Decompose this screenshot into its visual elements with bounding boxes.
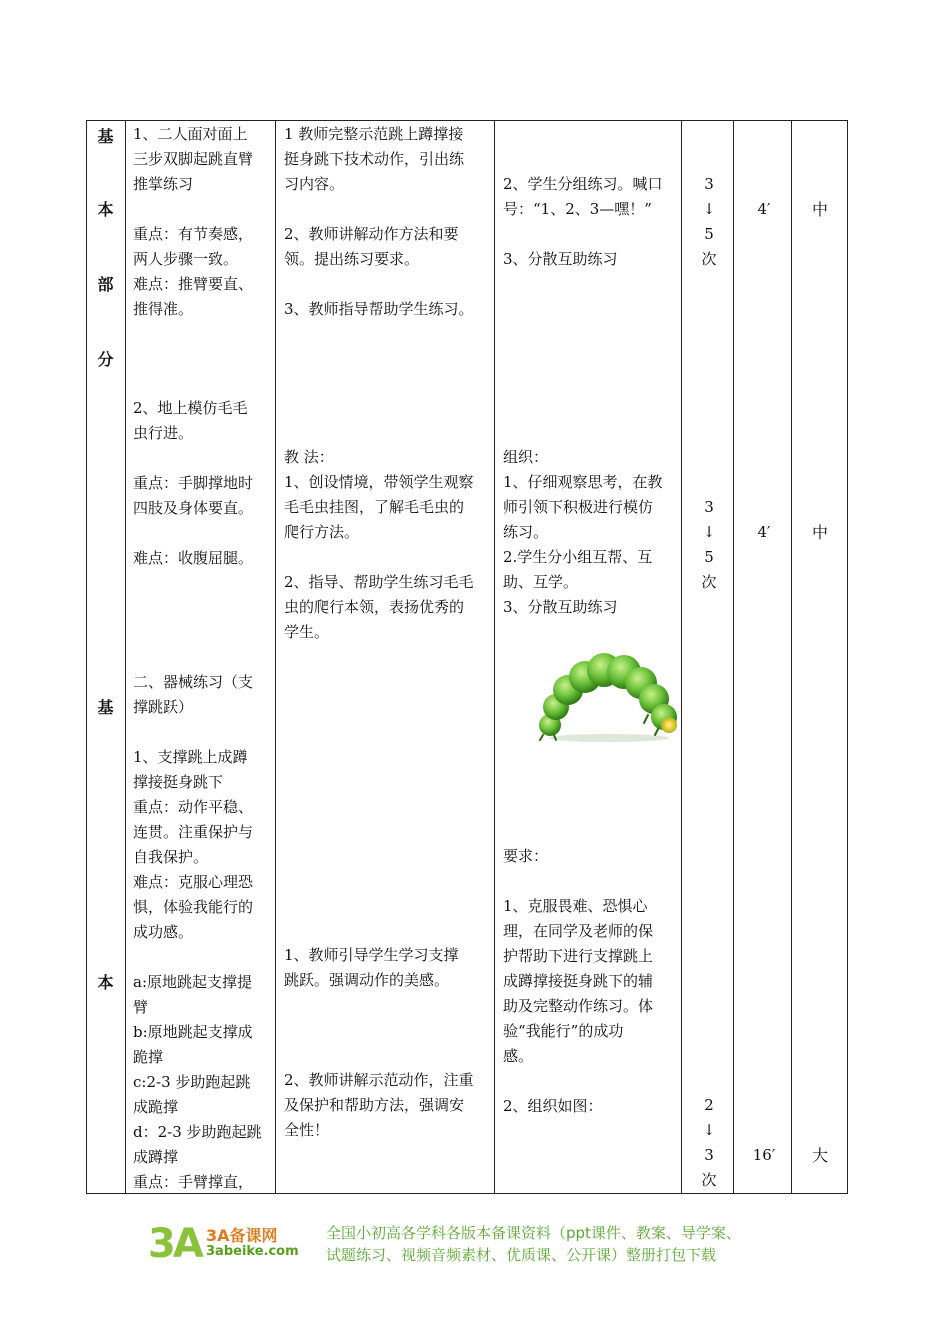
text-line: 撑接挺身跳下	[133, 773, 224, 791]
side-label-2: 本	[97, 200, 114, 219]
time-value-3: 16′	[752, 1146, 776, 1164]
text-line: 1、仔细观察思考，在教	[503, 473, 663, 491]
time-column	[734, 121, 792, 1194]
text-line: 及保护和帮助方法，强调安	[284, 1096, 465, 1114]
text-line: 3、分散互助练习	[503, 598, 618, 616]
time-value-2: 4′	[757, 523, 771, 541]
footer-description	[326, 1222, 741, 1266]
text-line: 二、器械练习（支	[133, 673, 254, 691]
text-line: c:2-3 步助跑起跳	[133, 1073, 251, 1091]
text-line: 全性！	[284, 1121, 330, 1139]
side-label-4: 分	[97, 350, 114, 369]
text-line: 推得准。	[133, 300, 194, 318]
reps-value: 5	[704, 225, 714, 243]
text-line: 1、克服畏难、恐惧心	[503, 897, 648, 915]
text-line: 虫行进。	[133, 424, 194, 442]
text-line: 两人步骤一致。	[133, 250, 239, 268]
text-line: 理，在同学及老师的保	[503, 922, 654, 940]
text-line: 四肢及身体要直。	[133, 499, 254, 517]
footer-line-2: 试题练习、视频音频素材、优质课、公开课）整册打包下载	[326, 1246, 717, 1264]
time-value-1: 4′	[757, 200, 771, 218]
text-line: 爬行方法。	[284, 523, 360, 541]
text-line: 1、创设情境，带领学生观察	[284, 473, 474, 491]
text-line	[284, 545, 494, 570]
student-block-3	[503, 844, 683, 1119]
text-line: 2.学生分小组互帮、互	[503, 548, 653, 566]
text-line: 3、分散互助练习	[503, 250, 618, 268]
text-line: 3、教师指导帮助学生练习。	[284, 300, 474, 318]
text-line: 重点：手臂撑直，	[133, 1173, 254, 1191]
text-line: 学生。	[284, 623, 330, 641]
text-line	[133, 945, 278, 970]
text-line: 2、地上模仿毛毛	[133, 399, 248, 417]
text-line: 感。	[503, 1047, 534, 1065]
reps-block-1	[683, 172, 735, 272]
content-block-2	[133, 396, 278, 571]
text-line: 难点：推臂要直、	[133, 275, 254, 293]
text-line: 自我保护。	[133, 848, 209, 866]
text-line: 难点：克服心理恐	[133, 873, 254, 891]
text-line: 1、二人面对面上	[133, 125, 248, 143]
side-label-6: 本	[97, 973, 114, 992]
text-line: 成蹲撑接挺身跳下的辅	[503, 972, 654, 990]
text-line: b:原地跳起支撑成	[133, 1023, 253, 1041]
text-line: 助、互学。	[503, 573, 579, 591]
down-arrow-icon: ↓	[702, 200, 716, 218]
logo-url: 3abeike.com	[206, 1244, 299, 1259]
side-label-5: 基	[97, 698, 114, 717]
intensity-value-1: 中	[811, 200, 828, 219]
intensity-value-2: 中	[811, 523, 828, 542]
text-line: 护帮助下进行支撑跳上	[503, 947, 654, 965]
text-line: a:原地跳起支撑提	[133, 973, 252, 991]
text-line: 教 法：	[284, 448, 334, 466]
text-line	[503, 1069, 683, 1094]
text-line: d：2-3 步助跑起跳	[133, 1123, 262, 1141]
text-line: 1、支撑跳上成蹲	[133, 748, 248, 766]
reps-value: 2	[704, 1096, 714, 1114]
text-line: 惧，体验我能行的	[133, 898, 254, 916]
text-line: 重点：动作平稳、	[133, 798, 254, 816]
intensity-column	[792, 121, 848, 1194]
teacher-block-2	[284, 445, 494, 645]
text-line	[284, 1043, 494, 1068]
down-arrow-icon: ↓	[702, 1121, 716, 1139]
text-line: 2、教师讲解动作方法和要	[284, 225, 459, 243]
text-line	[133, 197, 278, 222]
text-line: 三步双脚起跳直臂	[133, 150, 254, 168]
teacher-block-1	[284, 122, 494, 322]
caterpillar-image	[538, 645, 680, 743]
text-line: 跳跃。强调动作的美感。	[284, 971, 450, 989]
text-line: 撑跳跃）	[133, 698, 194, 716]
text-line: 推掌练习	[133, 175, 194, 193]
intensity-value-3: 大	[811, 1146, 828, 1165]
text-line: 成蹲撑	[133, 1148, 179, 1166]
text-line: 臂	[133, 998, 149, 1016]
text-line: 师引领下积极进行模仿	[503, 498, 654, 516]
text-line: 重点：有节奏感，	[133, 225, 254, 243]
text-line	[284, 197, 494, 222]
reps-value: 3	[704, 1146, 714, 1164]
side-label-3: 部	[97, 275, 114, 294]
text-line: 要求：	[503, 847, 549, 865]
text-line: 毛毛虫挂图，了解毛毛虫的	[284, 498, 465, 516]
text-line: 助及完整动作练习。体	[503, 997, 654, 1015]
text-line	[284, 993, 494, 1018]
reps-value: 3	[704, 175, 714, 193]
down-arrow-icon: ↓	[702, 523, 716, 541]
text-line: 验“我能行”的成功	[503, 1022, 624, 1040]
text-line: 挺身跳下技术动作，引出练	[284, 150, 465, 168]
text-line: 2、指导、帮助学生练习毛毛	[284, 573, 474, 591]
reps-unit: 次	[701, 1171, 717, 1189]
text-line: 1、教师引导学生学习支撑	[284, 946, 459, 964]
repetitions-column	[682, 121, 734, 1194]
text-line: 重点：手脚撑地时	[133, 474, 254, 492]
text-line: 虫的爬行本领，表扬优秀的	[284, 598, 465, 616]
text-line	[503, 222, 683, 247]
text-line	[503, 869, 683, 894]
text-line	[284, 1018, 494, 1043]
reps-unit: 次	[701, 573, 717, 591]
text-line: 组织：	[503, 448, 549, 466]
content-block-3	[133, 670, 278, 1195]
text-line: 跪撑	[133, 1048, 164, 1066]
text-line: 1 教师完整示范跳上蹲撑接	[284, 125, 464, 143]
text-line	[284, 272, 494, 297]
reps-value: 3	[704, 498, 714, 516]
logo-name: 3A备课网	[206, 1226, 278, 1245]
text-line: 习内容。	[284, 175, 345, 193]
footer-banner	[148, 1218, 828, 1268]
text-line	[133, 446, 278, 471]
reps-block-3	[683, 1093, 735, 1193]
text-line: 成跪撑	[133, 1098, 179, 1116]
student-block-2	[503, 445, 683, 620]
text-line	[133, 720, 278, 745]
text-line: 难点：收腹屈腿。	[133, 549, 254, 567]
logo-mark: 3A	[148, 1221, 201, 1267]
text-line: 号：“1、2、3—嘿！”	[503, 200, 652, 218]
reps-unit: 次	[701, 250, 717, 268]
footer-line-1: 全国小初高各学科各版本备课资料（ppt课件、教案、导学案、	[326, 1224, 741, 1242]
text-line: 领。提出练习要求。	[284, 250, 420, 268]
text-line: 2、学生分组练习。喊口	[503, 175, 663, 193]
text-line	[133, 521, 278, 546]
text-line: 连贯。注重保护与	[133, 823, 254, 841]
text-line: 2、教师讲解示范动作，注重	[284, 1071, 474, 1089]
text-line: 练习。	[503, 523, 549, 541]
student-block-1	[503, 172, 683, 272]
reps-value: 5	[704, 548, 714, 566]
text-line: 成功感。	[133, 923, 194, 941]
content-block-1	[133, 122, 278, 322]
teacher-block-3	[284, 943, 494, 1143]
side-label-1: 基	[97, 127, 114, 146]
reps-block-2	[683, 495, 735, 595]
text-line: 2、组织如图：	[503, 1097, 603, 1115]
